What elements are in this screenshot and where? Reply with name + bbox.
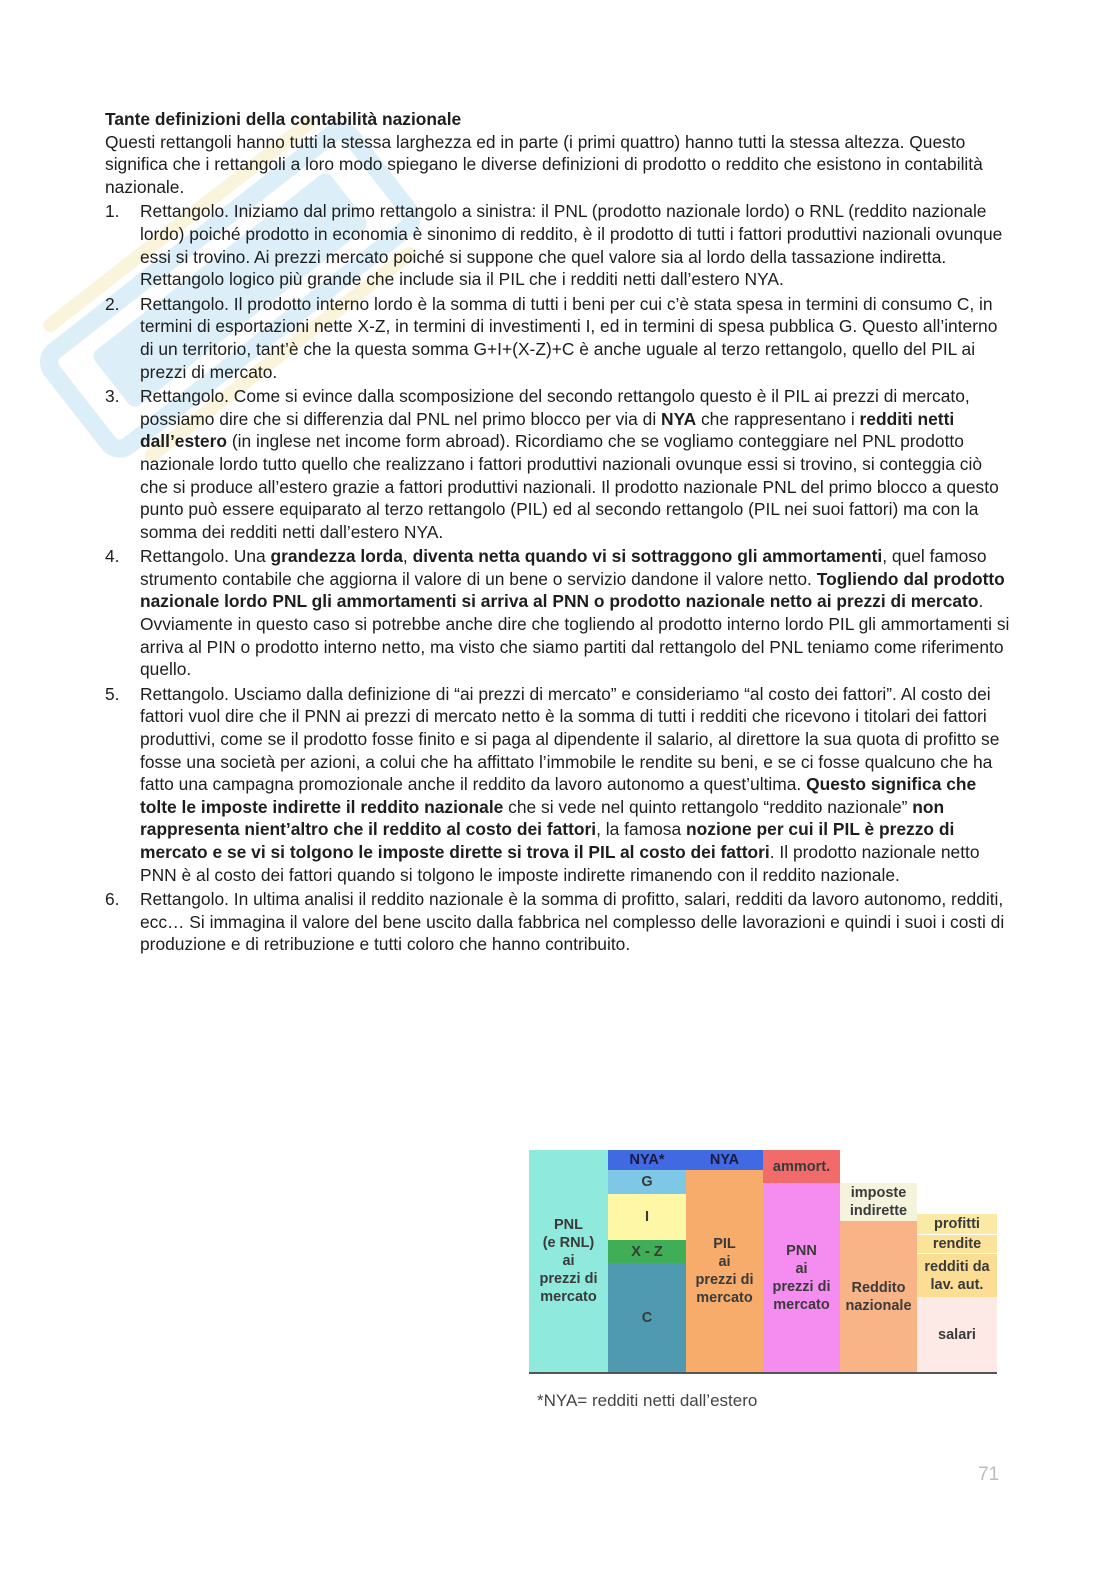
diagram-column-pnl <box>529 1150 608 1372</box>
section-title: Tante definizioni della contabilità nazionale <box>105 109 462 129</box>
block-c: C <box>608 1263 686 1372</box>
block-nya-star: NYA* <box>608 1150 686 1170</box>
bold-text: non rappresenta nient’altro che il reddito al costo dei fattori <box>140 796 945 840</box>
diagram-caption: *NYA= redditi netti dall’estero <box>537 1391 758 1410</box>
block-i: I <box>608 1194 686 1240</box>
text-run: Rettangolo. Una <box>140 546 271 567</box>
list-item-number: 1. <box>105 201 120 222</box>
definitions-list <box>105 200 1010 956</box>
list-item <box>105 545 1010 681</box>
list-item-number: 2. <box>105 293 120 314</box>
list-item-number: 4. <box>105 546 120 567</box>
list-item <box>105 293 1010 383</box>
bold-text: redditi netti dall’estero <box>140 408 955 452</box>
list-item-number: 3. <box>105 386 120 407</box>
block-rendite: rendite <box>917 1234 997 1253</box>
list-item <box>105 888 1010 956</box>
block-ammort: ammort. <box>763 1150 840 1183</box>
diagram-column-reddito <box>840 1150 917 1372</box>
list-item-number: 6. <box>105 889 120 910</box>
diagram-column-components <box>608 1150 686 1372</box>
block-x-z: X - Z <box>608 1240 686 1263</box>
national-accounts-diagram <box>529 1150 997 1374</box>
page-number: 71 <box>978 1464 1000 1485</box>
block-pil: PIL ai prezzi di mercato <box>686 1170 763 1372</box>
text-run: Rettangolo. Il prodotto interno lordo è la somma di tutti i beni per cui c’è stata spesa in termini di consumo C, in termini di esportazioni nette X-Z, in termini di investimenti I, ed in termini di spesa pubblica G. Questo all’interno di un territorio, tant’è che la questa somma G+I+(X-Z)+C è anche uguale al terzo rettangolo, quello del PIL ai prezzi di mercato. <box>140 293 998 382</box>
text-run: Rettangolo. Usciamo dalla definizione di “ai prezzi di mercato” e consideriamo “al costo dei fattori”. Al costo dei fattori vuol dire che il PNN ai prezzi di mercato netto è la somma di tutti i redditi che ricevono i titolari dei fattori produttivi, come se il prodotto fosse finito e si paga al dipendente il salario, al direttore la sua quota di profitto se fosse una società per azioni, a colui che ha affittato l’immobile le rendite su beni, e se ci fosse qualcuno che ha fatto una campagna promozionale anche il reddito da lavoro autonomo a quest’ultima. <box>140 683 1000 795</box>
list-item <box>105 683 1010 886</box>
block-g: G <box>608 1170 686 1194</box>
text-run: , la famosa <box>596 819 687 840</box>
list-item <box>105 200 1010 290</box>
bold-text: diventa netta quando vi si sottraggono gli ammortamenti <box>412 546 883 567</box>
text-run: che rappresentano i <box>696 408 860 429</box>
diagram-column-pil <box>686 1150 763 1372</box>
bold-text: nozione per cui il PIL è prezzo di mercato e se vi si tolgono le imposte dirette si trova il PIL al costo dei fattori <box>140 819 955 862</box>
text-run: , <box>402 546 413 567</box>
block-pnl: PNL (e RNL) ai prezzi di mercato <box>529 1150 608 1372</box>
text-run: Rettangolo. Iniziamo dal primo rettangolo a sinistra: il PNL (prodotto nazionale lordo) o RNL (reddito nazionale lordo) poiché prodotto in economia è sinonimo di reddito, è il prodotto di tutti i fattori produttivi nazionali ovunque essi si trovino. Ai prezzi mercato poiché si suppone che quel valore sia al lordo della tassazione indiretta. Rettangolo logico più grande che include sia il PIL che i redditi netti dall’estero NYA. <box>140 201 1003 290</box>
text-run: (in inglese net income form abroad). Ricordiamo che se vogliamo conteggiare nel PNL prodotto nazionale lordo tutto quello che realizzano i fattori produttivi nazionali ovunque essi si trovino, si conteggia ciò che si produce all’estero grazie a fattori produttivi nazionali. Il prodotto nazionale PNL del primo blocco a questo punto può essere equiparato al terzo rettangolo (PIL) ed al secondo rettangolo (PIL nei suoi fattori) ma con la somma dei redditi netti dall’estero NYA. <box>140 431 999 542</box>
text-run: che si vede nel quinto rettangolo “reddito nazionale” <box>503 796 913 817</box>
diagram-baseline <box>529 1372 997 1374</box>
text-run: Rettangolo. Come si evince dalla scomposizione del secondo rettangolo questo è il PIL ai prezzi di mercato, possiamo dire che si differenzia dal PNL nel primo blocco per via di <box>140 386 970 429</box>
diagram-column-pnn <box>763 1150 840 1372</box>
bold-text: Questo significa che tolte le imposte indirette il reddito nazionale <box>140 774 977 817</box>
block-pnn: PNN ai prezzi di mercato <box>763 1183 840 1372</box>
document-body <box>105 108 1010 958</box>
text-run: . Il prodotto nazionale netto PNN è al costo dei fattori quando si tolgono le imposte indirette rimanendo con il reddito nazionale. <box>140 842 980 885</box>
text-run: Rettangolo. In ultima analisi il reddito nazionale è la somma di profitto, salari, redditi da lavoro autonomo, redditi, ecc… Si immagina il valore del bene uscito dalla fabbrica nel complesso delle lavorazioni e quindi i suoi i costi di produzione e di retribuzione e tutti coloro che hanno contribuito. <box>140 889 1005 955</box>
text-run: , quel famoso strumento contabile che aggiorna il valore di un bene o servizio dandone il valore netto. <box>140 546 987 589</box>
diagram-column-breakdown <box>917 1150 997 1372</box>
intro-paragraph: Questi rettangoli hanno tutti la stessa larghezza ed in parte (i primi quattro) hanno tutti la stessa altezza. Questo significa che i rettangoli a loro modo spiegano le diverse definizioni di prodotto o reddito che esistono in contabilità nazionale. <box>105 131 983 197</box>
text-run: . Ovviamente in questo caso si potrebbe anche dire che togliendo al prodotto interno lordo PIL gli ammortamenti si arriva al PIN o prodotto interno netto, ma visto che siamo partiti dal rettangolo del PNL teniamo come riferimento quello. <box>140 591 1010 680</box>
block-profitti: profitti <box>917 1214 997 1234</box>
bold-text: Togliendo dal prodotto nazionale lordo PNL gli ammortamenti si arriva al PNN o prodotto nazionale netto ai prezzi di mercato <box>140 568 1005 612</box>
block-redditi-lav-aut: redditi da lav. aut. <box>917 1253 997 1297</box>
block-reddito-nazionale: Reddito nazionale <box>840 1221 917 1372</box>
list-item-number: 5. <box>105 683 120 704</box>
block-salari: salari <box>917 1297 997 1372</box>
bold-text: NYA <box>661 408 697 429</box>
list-item <box>105 385 1010 543</box>
block-nya: NYA <box>686 1150 763 1170</box>
block-imposte-indirette: imposte indirette <box>840 1183 917 1221</box>
bold-text: grandezza lorda <box>270 546 403 567</box>
